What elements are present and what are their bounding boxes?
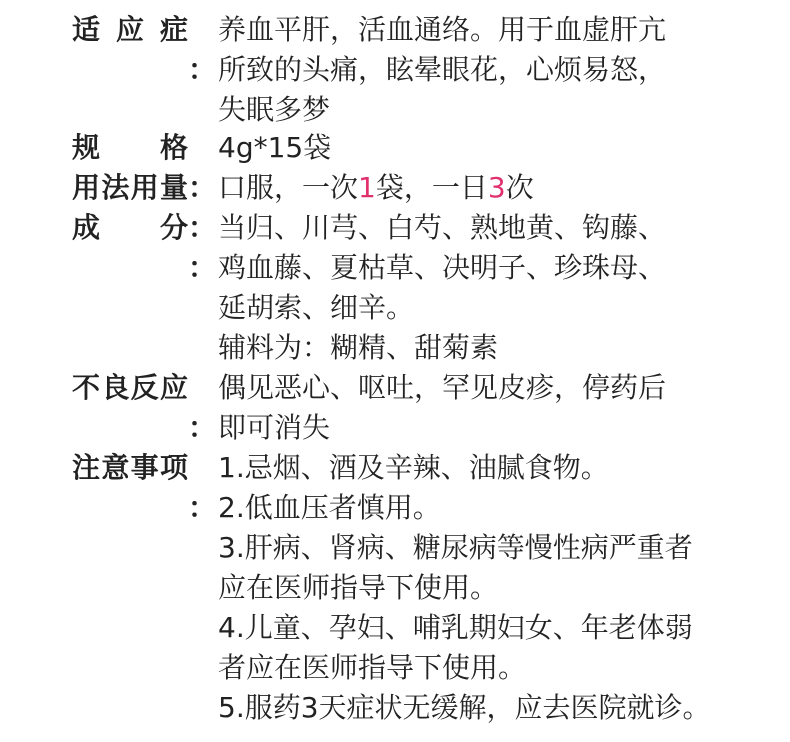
precautions-line: 4.儿童、孕妇、哺乳期妇女、年老体弱 [218, 611, 693, 644]
adverse-label [72, 368, 220, 444]
label-char: 用 [72, 171, 101, 204]
label-colon: ： [188, 411, 217, 444]
adverse-line: 偶见恶心、呕吐，罕见皮疹，停药后 [218, 371, 667, 404]
label-char: 应 [115, 13, 144, 46]
usage-dose-number: 1 [358, 171, 376, 204]
label-char: 用 [130, 171, 159, 204]
adverse-content [218, 368, 778, 448]
spec-label [72, 128, 220, 204]
label-char: 量 [159, 171, 188, 204]
precautions-line: 3.肝病、肾病、糖尿病等慢性病严重者 [218, 531, 693, 564]
label-colon: ： [188, 171, 217, 204]
indications-line: 养血平肝，活血通络。用于血虚肝亢 [218, 13, 667, 46]
label-char: 法 [101, 171, 130, 204]
label-char: 项 [159, 451, 188, 484]
label-char: 症 [159, 13, 188, 46]
spec-line: 4g*15袋 [218, 131, 332, 164]
label-char: 事 [130, 451, 159, 484]
indications-content [218, 10, 778, 130]
precautions-line: 1.忌烟、酒及辛辣、油腻食物。 [218, 451, 609, 484]
label-colon: ： [188, 211, 217, 244]
label-char: 不 [72, 371, 101, 404]
label-char: 反 [130, 371, 159, 404]
ingredients-line: 延胡索、细辛。 [218, 291, 415, 324]
adverse-line: 即可消失 [218, 411, 331, 444]
label-char: 成 [72, 211, 101, 244]
label-char: 意 [101, 451, 130, 484]
label-char: 良 [101, 371, 130, 404]
label-char: 适 [72, 13, 101, 46]
ingredients-label [72, 208, 220, 284]
label-colon: ： [188, 53, 217, 86]
precautions-line: 2.低血压者慎用。 [218, 491, 441, 524]
label-colon: ： [188, 491, 217, 524]
usage-line [218, 168, 778, 208]
label-char: 格 [159, 131, 188, 164]
precautions-line: 者应在医师指导下使用。 [218, 651, 527, 684]
usage-text: 次 [505, 171, 534, 204]
indications-label [72, 10, 220, 86]
usage-content [218, 168, 778, 208]
ingredients-line: 辅料为：糊精、甜菊素 [218, 331, 499, 364]
label-char: 注 [72, 451, 101, 484]
indications-line: 失眠多梦 [218, 93, 331, 126]
usage-text: 袋，一日 [375, 171, 488, 204]
spec-content [218, 128, 778, 168]
label-char: 规 [72, 131, 101, 164]
label-char: 分 [159, 211, 188, 244]
ingredients-line: 当归、川芎、白芍、熟地黄、钩藤、 [218, 211, 667, 244]
precautions-line: 5.服药3天症状无缓解，应去医院就诊。 [218, 691, 711, 724]
usage-label [72, 168, 220, 244]
usage-text: 口服，一次 [218, 171, 359, 204]
usage-frequency-number: 3 [487, 171, 506, 204]
indications-line: 所致的头痛，眩晕眼花，心烦易怒， [218, 53, 667, 86]
precautions-content [218, 448, 778, 728]
label-colon: ： [188, 251, 217, 284]
label-char: 应 [159, 371, 188, 404]
ingredients-content [218, 208, 778, 368]
ingredients-line: 鸡血藤、夏枯草、决明子、珍珠母、 [218, 251, 667, 284]
precautions-label [72, 448, 220, 524]
precautions-line: 应在医师指导下使用。 [218, 571, 499, 604]
